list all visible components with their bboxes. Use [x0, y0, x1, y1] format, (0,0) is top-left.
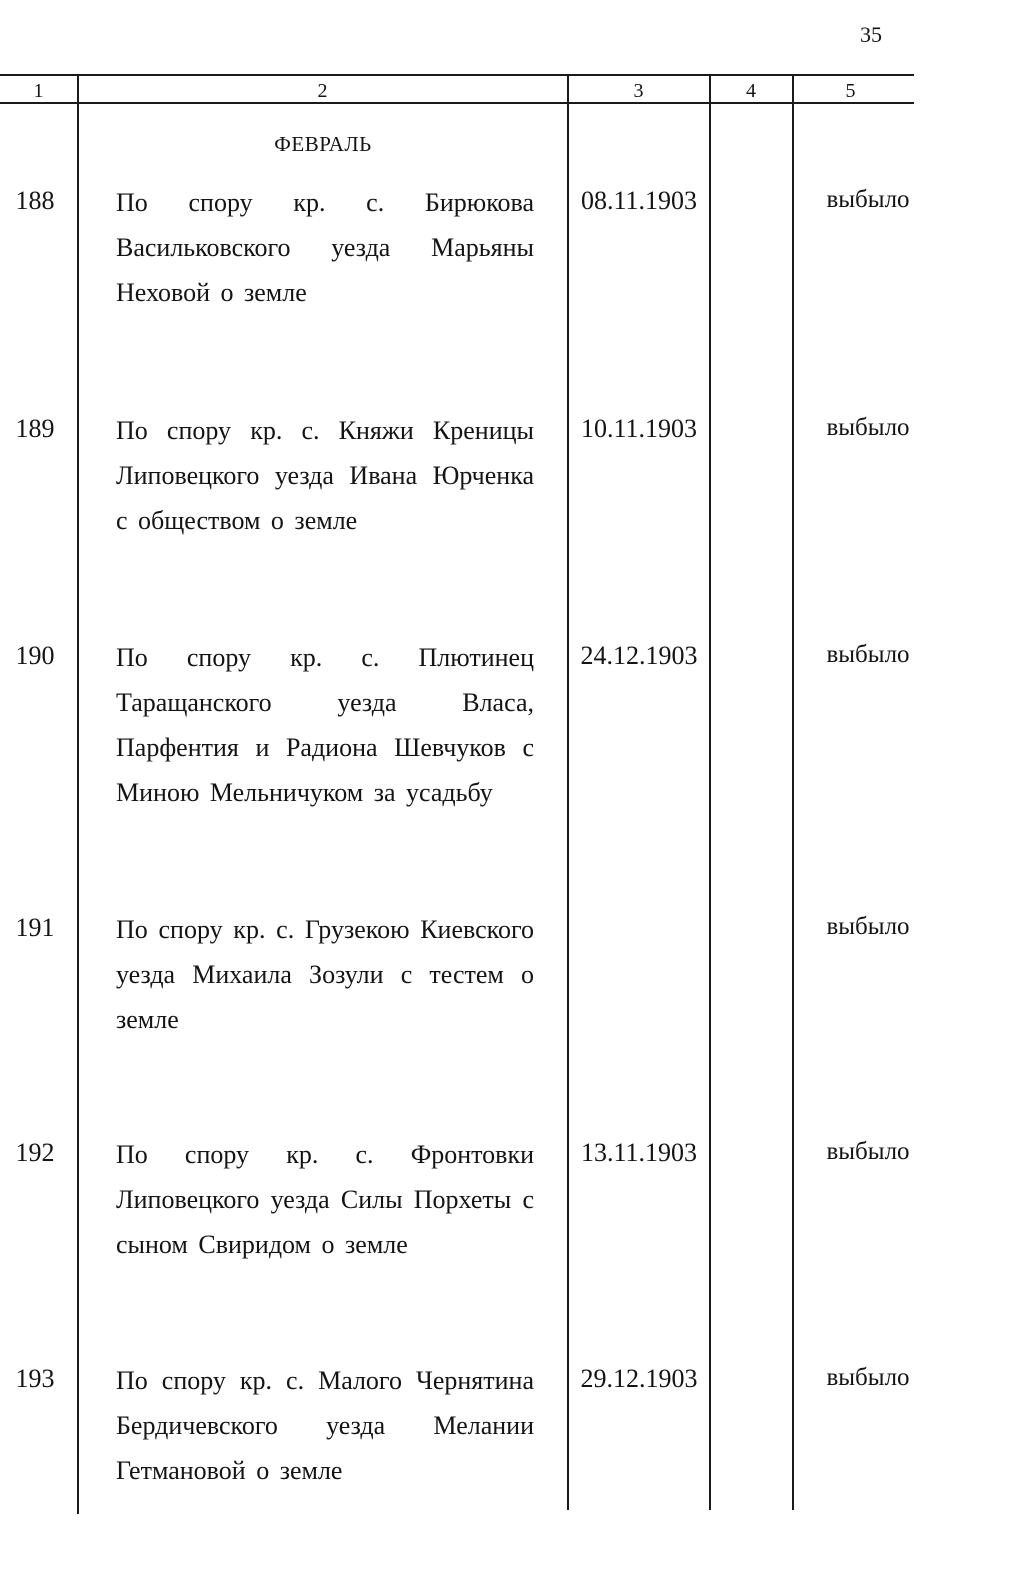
row-date: 13.11.1903	[580, 1138, 698, 1167]
row-date: 24.12.1903	[580, 641, 698, 670]
column-divider-2	[567, 74, 569, 1510]
column-header-1: 1	[33, 80, 44, 102]
row-note: выбыло	[826, 1364, 910, 1391]
row-note: выбыло	[826, 641, 910, 668]
row-number: 190	[15, 641, 55, 670]
row-description: По спору кр. с. Княжи Креницы Липовецкого уезда Ивана Юрченка с обществом о земле	[116, 416, 534, 535]
table-top-rule	[0, 74, 914, 76]
row-date: 29.12.1903	[580, 1364, 698, 1393]
row-number: 192	[15, 1138, 55, 1167]
row-number: 188	[15, 186, 55, 215]
column-header-5: 5	[845, 80, 856, 102]
row-description: По спору кр. с. Плютинец Таращанского уезда Власа, Парфентия и Радиона Шевчуков с Миною Мельничуком за усадьбу	[116, 643, 534, 807]
row-note: выбыло	[826, 186, 910, 213]
column-header-3: 3	[633, 80, 644, 102]
row-date: 08.11.1903	[580, 186, 698, 215]
column-header-2: 2	[317, 80, 328, 102]
row-description: По спору кр. с. Бирюкова Васильковского уезда Марьяны Неховой о земле	[116, 188, 534, 307]
row-description: По спору кр. с. Фронтовки Липовецкого уезда Силы Порхеты с сыном Свиридом о земле	[116, 1140, 534, 1259]
column-header-4: 4	[746, 80, 756, 102]
month-heading: ФЕВРАЛЬ	[274, 132, 372, 156]
column-divider-1	[77, 74, 79, 1514]
row-date: 10.11.1903	[580, 414, 698, 443]
row-number: 191	[15, 913, 55, 942]
page-number: 35	[860, 22, 882, 47]
row-description: По спору кр. с. Грузекою Киевского уезда Михаила Зозули с тестем о земле	[116, 915, 534, 1034]
row-note: выбыло	[826, 913, 910, 940]
row-description: По спору кр. с. Малого Чернятина Бердичевского уезда Мелании Гетмановой о земле	[116, 1366, 534, 1485]
column-divider-4	[792, 74, 794, 1510]
column-divider-3	[709, 74, 711, 1510]
row-number: 189	[15, 414, 55, 443]
row-note: выбыло	[826, 1138, 910, 1165]
row-number: 193	[15, 1364, 55, 1393]
row-note: выбыло	[826, 414, 910, 441]
